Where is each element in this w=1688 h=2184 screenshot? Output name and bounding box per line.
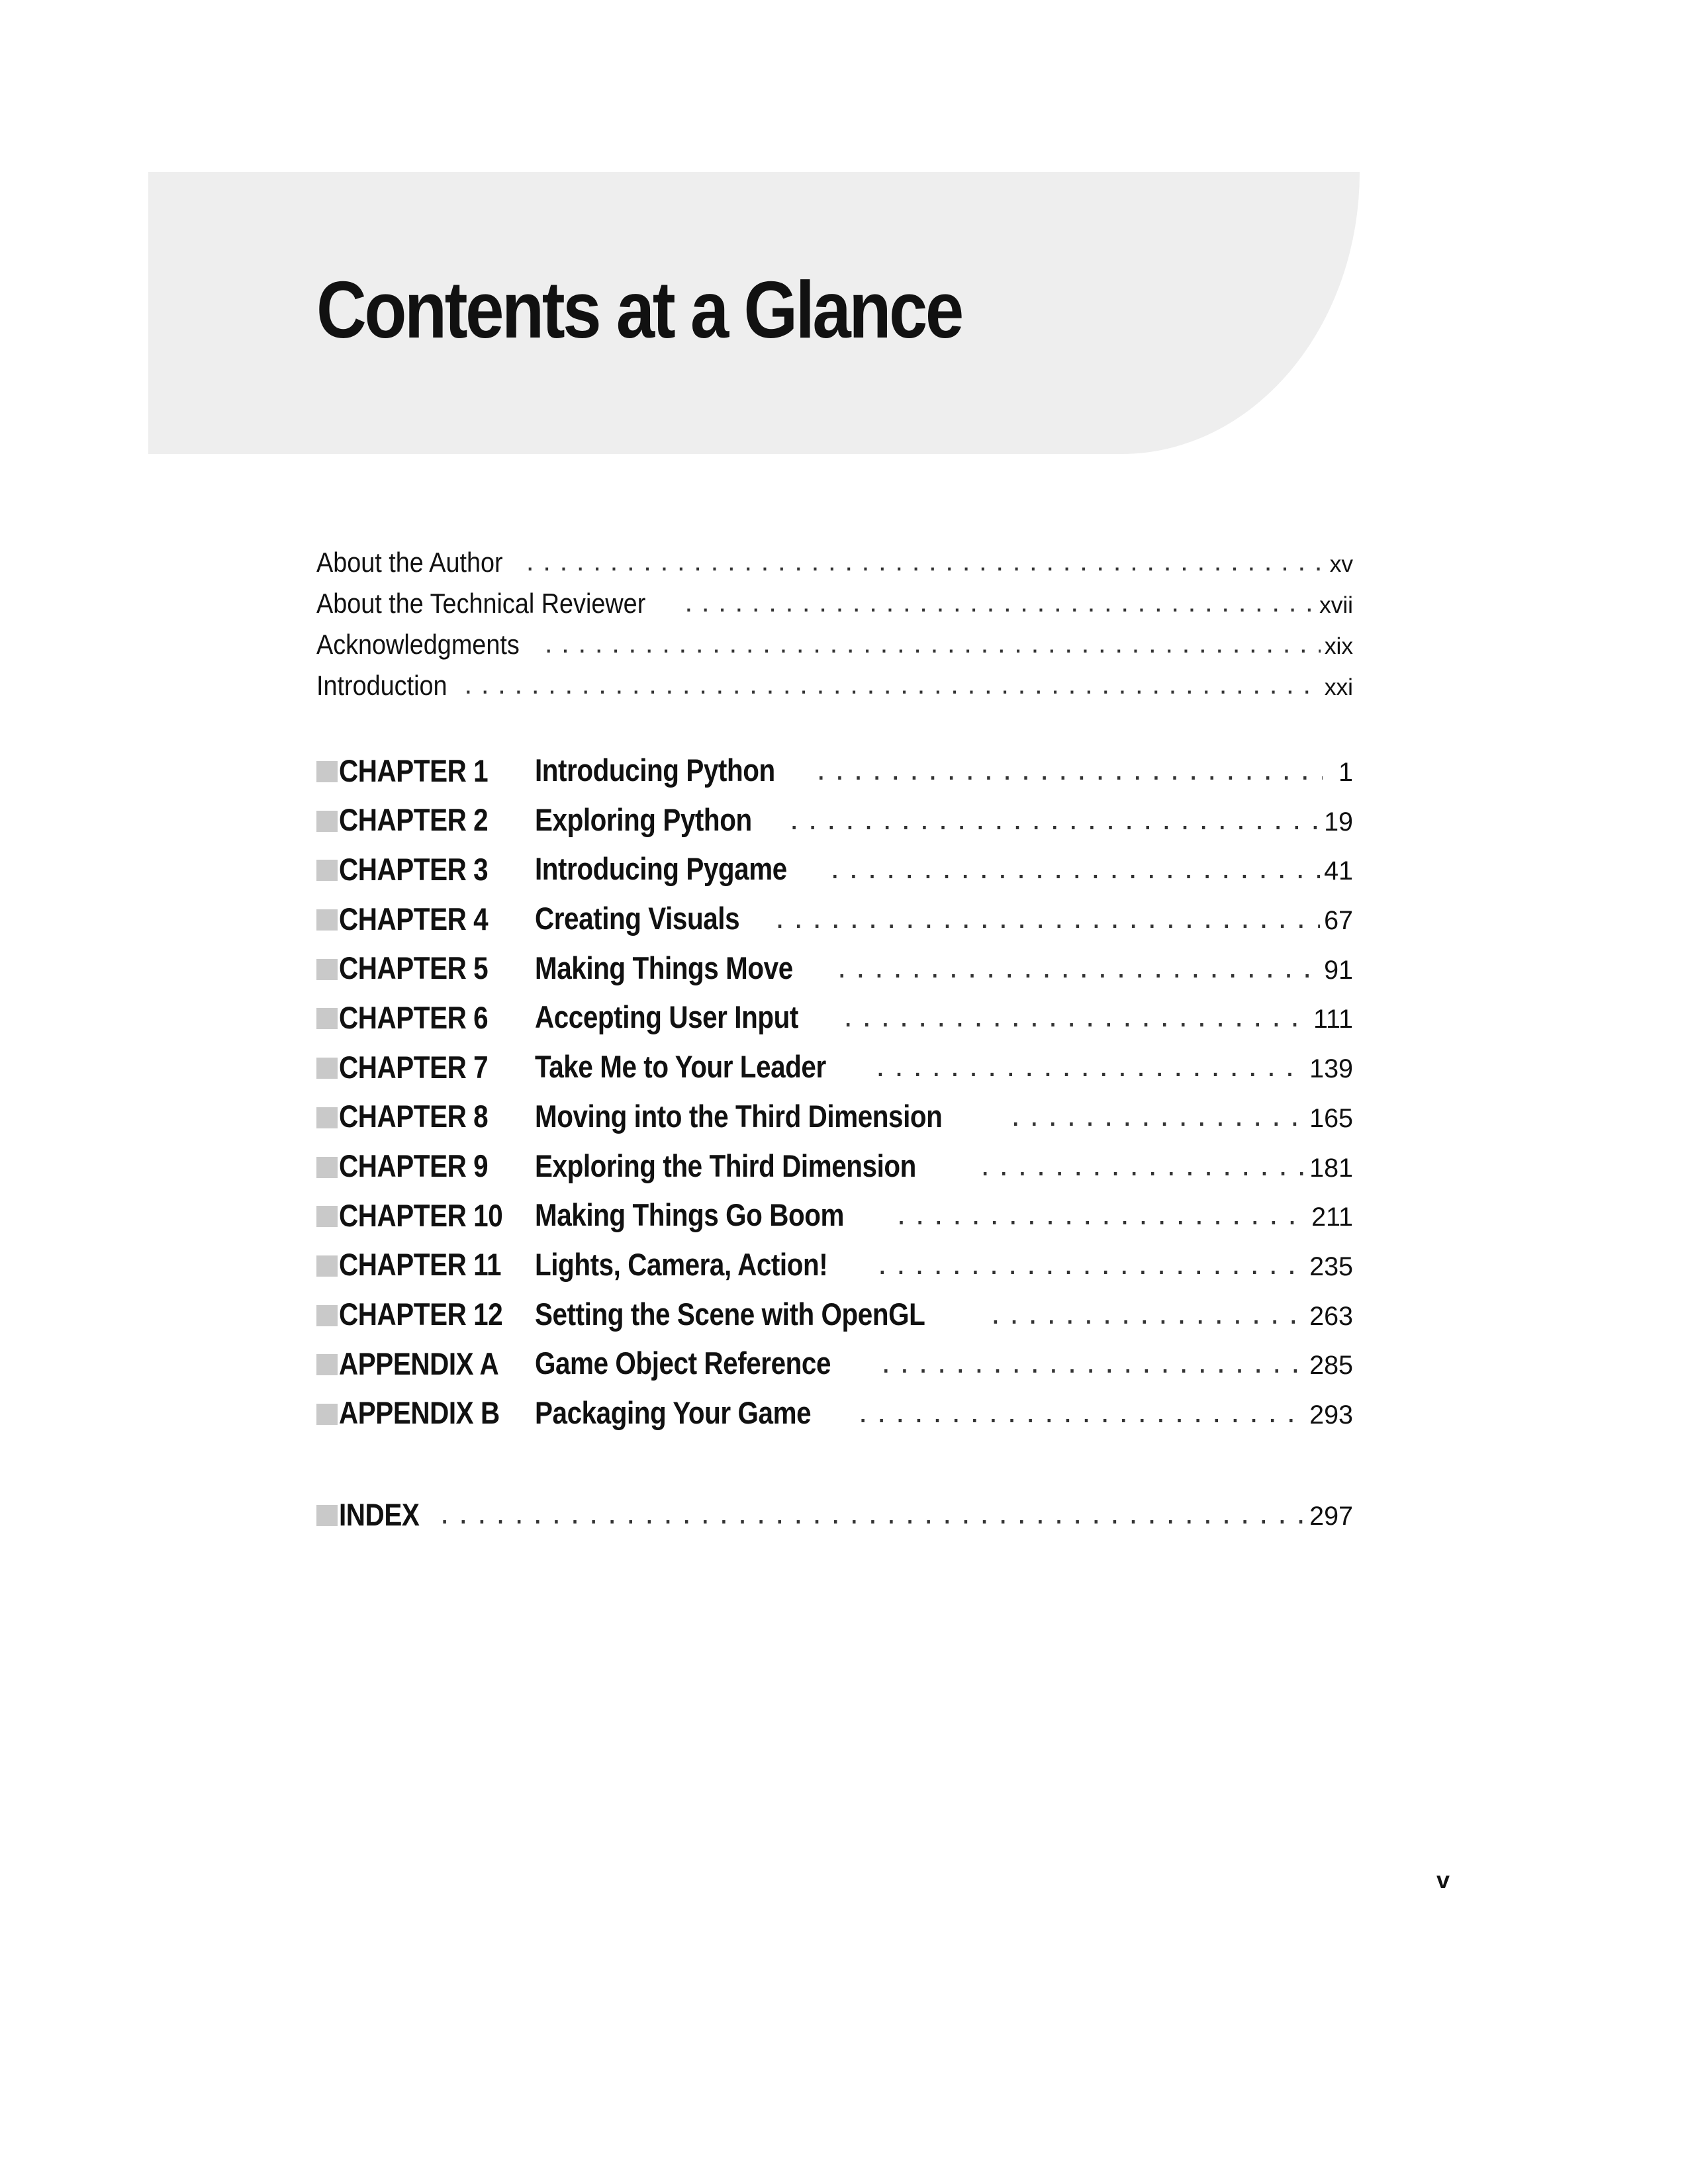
toc-entry-chapter-8[interactable] [316, 1098, 1353, 1148]
dot-leader [991, 1295, 1305, 1331]
dot-leader [882, 1343, 1305, 1380]
chapter-label: CHAPTER 1 [339, 752, 489, 788]
chapter-label: CHAPTER 3 [339, 851, 489, 887]
page-number: 293 [1309, 1400, 1353, 1430]
chapter-title: Exploring the Third Dimension [535, 1148, 916, 1183]
entry-title: About the Author [316, 547, 503, 578]
page-title: Contents at a Glance [316, 265, 962, 355]
toc-entry-acknowledgments[interactable] [316, 629, 1353, 670]
toc-entry-chapter-3[interactable] [316, 850, 1353, 900]
toc-entry-chapter-10[interactable] [316, 1197, 1353, 1246]
page-number: 139 [1309, 1054, 1353, 1084]
square-bullet-icon [316, 1305, 338, 1326]
toc-entry-chapter-6[interactable] [316, 999, 1353, 1048]
front-matter-list [316, 547, 1353, 711]
toc-entry-appendix-a[interactable] [316, 1345, 1353, 1394]
toc-entry-chapter-11[interactable] [316, 1246, 1353, 1296]
page-number: 41 [1324, 856, 1353, 886]
index-label: INDEX [339, 1496, 420, 1532]
dot-leader [859, 1393, 1305, 1430]
chapter-title: Creating Visuals [535, 901, 740, 936]
chapter-title: Take Me to Your Leader [535, 1049, 826, 1085]
toc-entry-chapter-7[interactable] [316, 1048, 1353, 1098]
page-number: xix [1324, 633, 1353, 659]
dot-leader [878, 1245, 1305, 1281]
page-number: 19 [1324, 807, 1353, 837]
toc-entry-index[interactable] [316, 1496, 1353, 1542]
chapter-title: Making Things Go Boom [535, 1197, 845, 1233]
square-bullet-icon [316, 1505, 338, 1526]
chapter-label: APPENDIX B [339, 1395, 500, 1431]
page-number: 181 [1309, 1153, 1353, 1183]
toc-entry-about-technical-reviewer[interactable] [316, 588, 1353, 629]
dot-leader [526, 545, 1323, 577]
chapter-label: CHAPTER 8 [339, 1099, 489, 1134]
chapter-title: Accepting User Input [535, 999, 798, 1035]
page-number: 111 [1313, 1005, 1353, 1034]
page-number: 211 [1311, 1203, 1353, 1232]
square-bullet-icon [316, 1008, 338, 1029]
chapter-title: Moving into the Third Dimension [535, 1098, 943, 1134]
dot-leader [775, 899, 1320, 935]
page-number: xvii [1319, 592, 1353, 618]
toc-entry-chapter-9[interactable] [316, 1148, 1353, 1197]
chapter-label: CHAPTER 5 [339, 950, 489, 986]
entry-title: About the Technical Reviewer [316, 588, 646, 619]
chapter-title: Lights, Camera, Action! [535, 1246, 828, 1282]
page-number: xxi [1324, 674, 1353, 700]
entry-title: Introduction [316, 670, 447, 701]
dot-leader [876, 1047, 1305, 1083]
chapter-label: CHAPTER 2 [339, 802, 489, 838]
square-bullet-icon [316, 1157, 338, 1178]
dot-leader [464, 668, 1320, 700]
chapter-label: APPENDIX A [339, 1345, 499, 1381]
toc-entry-chapter-4[interactable] [316, 900, 1353, 950]
square-bullet-icon [316, 959, 338, 980]
dot-leader [790, 800, 1320, 837]
toc-entry-chapter-2[interactable] [316, 801, 1353, 851]
dot-leader [685, 586, 1316, 618]
chapter-label: CHAPTER 6 [339, 999, 489, 1035]
dot-leader [897, 1195, 1307, 1232]
page-number: 67 [1324, 906, 1353, 936]
square-bullet-icon [316, 860, 338, 881]
chapter-list [316, 752, 1353, 1444]
toc-entry-introduction[interactable] [316, 670, 1353, 711]
page-number: 1 [1338, 758, 1353, 787]
toc-entry-about-author[interactable] [316, 547, 1353, 588]
dot-leader [831, 849, 1320, 886]
square-bullet-icon [316, 1404, 338, 1425]
toc-entry-chapter-12[interactable] [316, 1296, 1353, 1345]
dot-leader [440, 1494, 1305, 1531]
chapter-label: CHAPTER 9 [339, 1148, 489, 1183]
chapter-title: Packaging Your Game [535, 1394, 812, 1430]
chapter-label: CHAPTER 4 [339, 901, 489, 936]
square-bullet-icon [316, 1058, 338, 1079]
dot-leader [981, 1146, 1306, 1183]
chapter-title: Game Object Reference [535, 1345, 831, 1381]
page-number: 285 [1309, 1351, 1353, 1381]
page-number: 263 [1309, 1301, 1353, 1331]
chapter-label: CHAPTER 10 [339, 1197, 503, 1233]
dot-leader [1011, 1097, 1306, 1133]
chapter-label: CHAPTER 11 [339, 1247, 502, 1283]
chapter-title: Exploring Python [535, 801, 752, 837]
toc-entry-chapter-1[interactable] [316, 752, 1353, 801]
square-bullet-icon [316, 811, 338, 832]
toc-entry-chapter-5[interactable] [316, 950, 1353, 999]
square-bullet-icon [316, 761, 338, 782]
page-number: xv [1329, 551, 1353, 577]
square-bullet-icon [316, 1206, 338, 1227]
chapter-label: CHAPTER 7 [339, 1049, 489, 1085]
entry-title: Acknowledgments [316, 629, 520, 660]
index-section [316, 1496, 1353, 1542]
chapter-title: Introducing Python [535, 752, 775, 788]
square-bullet-icon [316, 1255, 338, 1277]
square-bullet-icon [316, 909, 338, 931]
page-number: 235 [1309, 1251, 1353, 1281]
square-bullet-icon [316, 1354, 338, 1375]
chapter-label: CHAPTER 12 [339, 1297, 503, 1332]
dot-leader [844, 997, 1309, 1034]
chapter-title: Making Things Move [535, 950, 793, 985]
page-number: 297 [1309, 1502, 1353, 1531]
dot-leader [545, 627, 1321, 659]
toc-entry-appendix-b[interactable] [316, 1394, 1353, 1444]
dot-leader [817, 751, 1323, 787]
chapter-title: Introducing Pygame [535, 851, 787, 887]
page-folio: v [1436, 1866, 1450, 1893]
chapter-title: Setting the Scene with OpenGL [535, 1296, 925, 1332]
page-number: 91 [1324, 955, 1353, 985]
square-bullet-icon [316, 1107, 338, 1128]
page-number: 165 [1309, 1103, 1353, 1133]
dot-leader [837, 948, 1320, 985]
